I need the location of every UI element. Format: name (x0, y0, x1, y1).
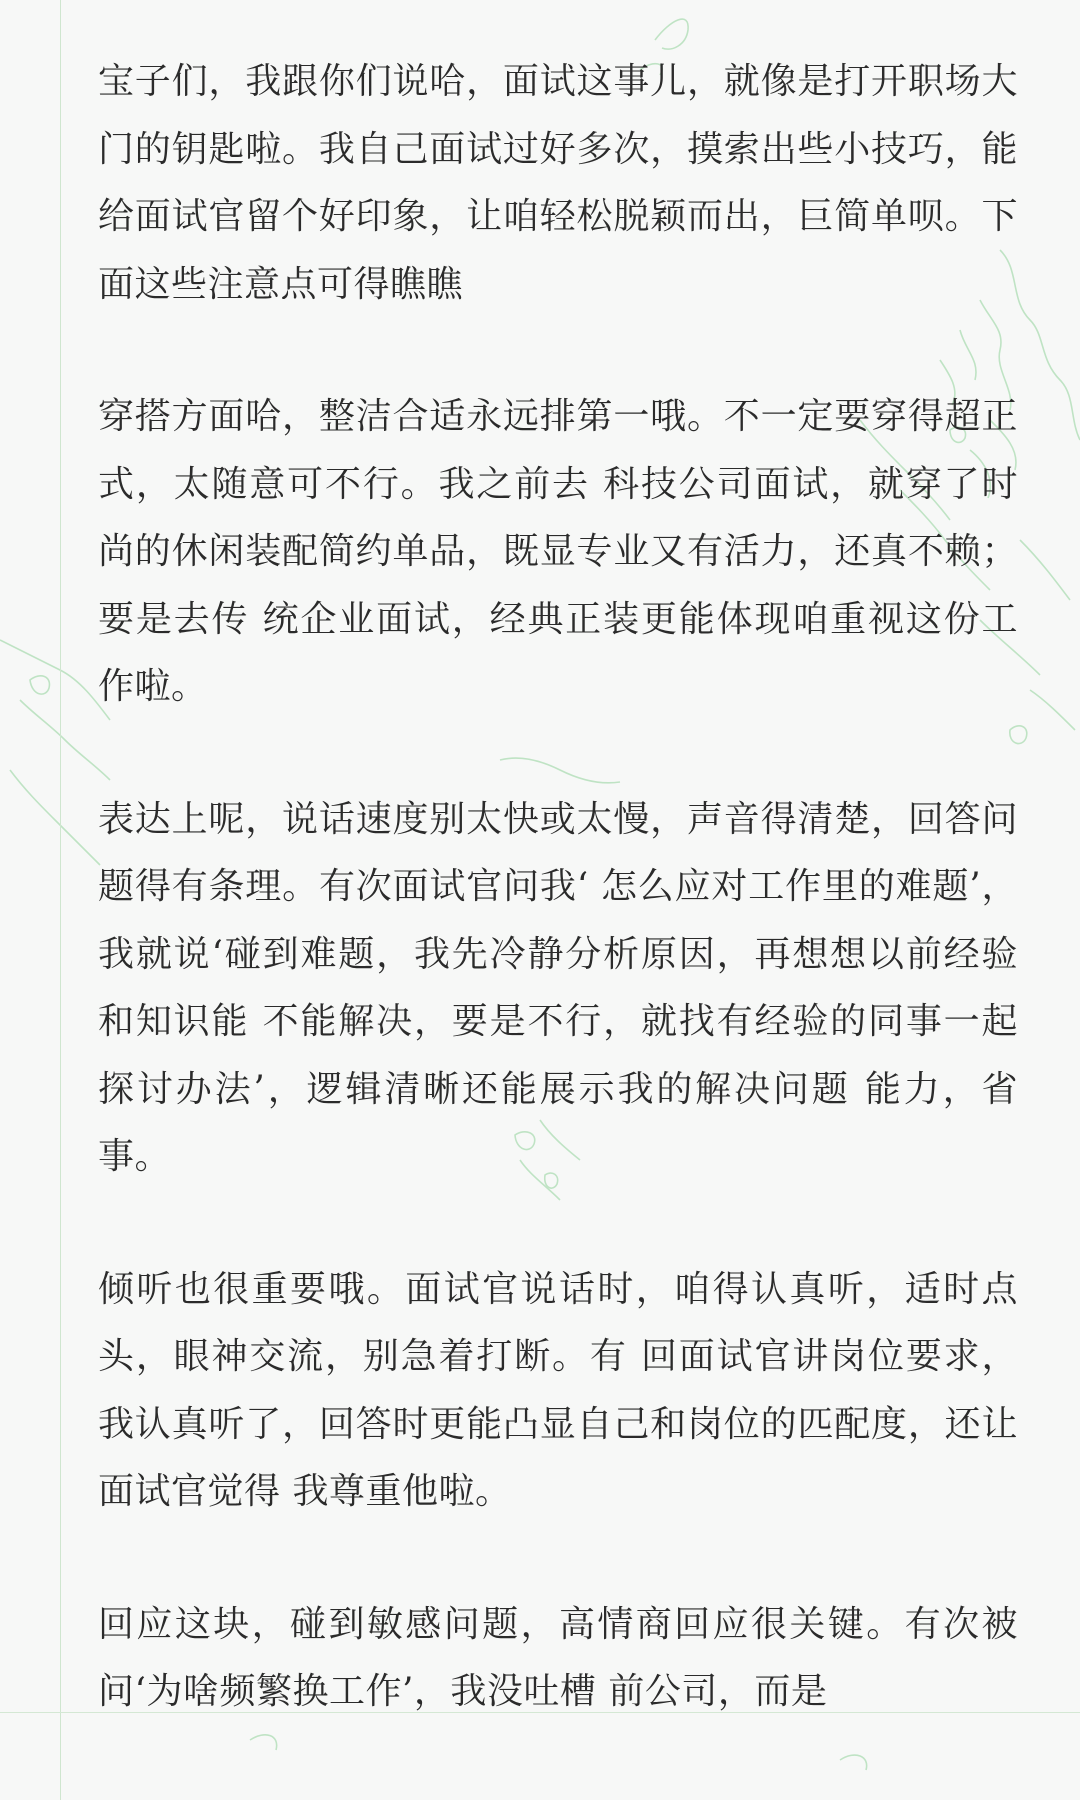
deco-curve-bottom (250, 1735, 867, 1770)
paragraph-response: 回应这块，碰到敏感问题，高情商回应很关键。有次被问‘为啥频繁换工作’，我没吐槽 前公司，而是 (98, 1603, 1018, 1712)
article-body (98, 48, 1018, 1726)
paragraph-listening: 倾听也很重要哦。面试官说话时，咱得认真听，适时点头，眼神交流，别急着打断。有 回面试官讲岗位要求，我认真听了，回答时更能凸显自己和岗位的匹配度，还让面试官觉得 我尊重他啦。 (98, 1268, 1018, 1512)
left-margin-line (60, 0, 61, 1800)
paragraph-expression: 表达上呢，说话速度别太快或太慢，声音得清楚，回答问题得有条理。有次面试官问我‘ 怎么应对工作里的难题’，我就说‘碰到难题，我先冷静分析原因，再想想以前经验和知识能 不能解决，要是不行，就找有经验的同事一起探讨办法’，逻辑清晰还能展示我的解决问题 能力，省事。 (98, 798, 1018, 1177)
paragraph-outfit: 穿搭方面哈，整洁合适永远排第一哦。不一定要穿得超正式，太随意可不行。我之前去 科技公司面试，就穿了时尚的休闲装配简约单品，既显专业又有活力，还真不赖；要是去传 统企业面试，经典正装更能体现咱重视这份工作啦。 (98, 396, 1018, 707)
deco-island-5 (30, 676, 49, 694)
deco-map-left-middle (0, 640, 110, 865)
paragraph-intro: 宝子们，我跟你们说哈，面试这事儿，就像是打开职场大门的钥匙啦。我自己面试过好多次，摸索出些小技巧，能给面试官留个好印象，让咱轻松脱颖而出，巨简单呗。下面这些注意点可得瞧瞧 (98, 61, 1018, 305)
